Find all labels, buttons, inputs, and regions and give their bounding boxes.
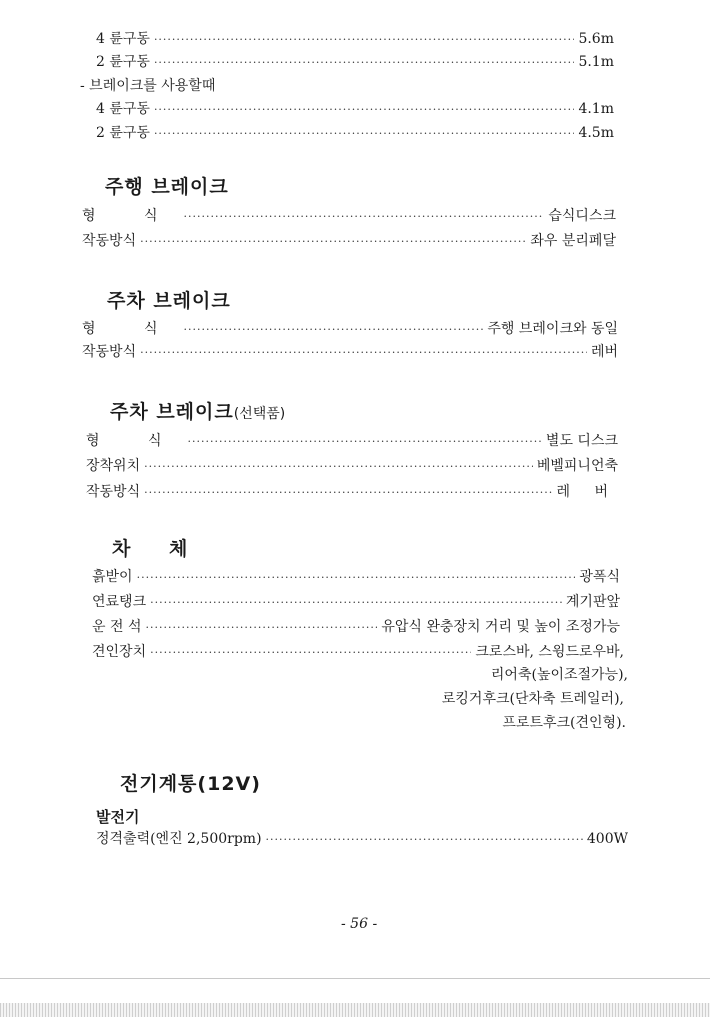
leader-dots <box>137 569 576 587</box>
leader-dots <box>154 125 575 143</box>
section-title-text: 주차 브레이크 <box>110 401 234 423</box>
leader-dots <box>140 344 587 362</box>
spec-row-parking-type <box>82 320 618 339</box>
spec-label: 형 식 <box>86 433 184 449</box>
spec-value: 4.1m <box>578 101 614 117</box>
spec-row-seat <box>92 618 620 637</box>
spec-row-2wd-distance <box>96 53 614 72</box>
spec-row-parking-operation <box>82 343 618 362</box>
spec-value: 습식디스크 <box>548 208 616 224</box>
spec-value: 좌우 분리페달 <box>530 233 616 249</box>
spec-label: 2 륜구동 <box>96 125 150 141</box>
section-title-service-brake: 주행 브레이크 <box>105 176 229 198</box>
spec-row-service-type <box>82 207 616 226</box>
section-title-body: 차 체 <box>112 538 189 560</box>
spec-row-4wd-distance <box>96 30 614 49</box>
brake-note: - 브레이크를 사용할때 <box>80 78 216 94</box>
leader-dots <box>150 644 471 662</box>
spec-label: 4 륜구동 <box>96 101 150 117</box>
spec-row-fuel-tank <box>92 593 620 612</box>
section-title-parking-brake-option <box>110 397 285 424</box>
spec-row-rated-output <box>96 830 628 849</box>
hitch-line-2: 리어축(높이조절가능), <box>490 667 628 683</box>
spec-row-service-operation <box>82 232 616 251</box>
leader-dots <box>184 321 484 339</box>
leader-dots <box>154 101 575 119</box>
scan-line <box>0 978 710 979</box>
spec-label: 견인장치 <box>92 644 147 660</box>
spec-row-hitch <box>92 643 624 662</box>
leader-dots <box>144 484 552 502</box>
spec-value: 별도 디스크 <box>545 433 618 449</box>
spec-label: 운 전 석 <box>92 619 142 635</box>
leader-dots <box>266 831 583 849</box>
spec-value: 5.6m <box>578 31 614 47</box>
leader-dots <box>154 54 575 72</box>
spec-label: 정격출력(엔진 2,500rpm) <box>96 831 262 847</box>
spec-row-4wd-brake <box>96 100 614 119</box>
leader-dots <box>184 208 545 226</box>
spec-value: 주행 브레이크와 동일 <box>487 321 618 337</box>
spec-value: 5.1m <box>578 54 614 70</box>
spec-row-option-operation <box>86 483 618 502</box>
spec-label: 작동방식 <box>82 344 137 360</box>
leader-dots <box>144 458 533 476</box>
spec-value: 레버 <box>590 344 618 360</box>
leader-dots <box>140 233 526 251</box>
spec-value: 유압식 완충장치 거리 및 높이 조정가능 <box>381 619 620 635</box>
spec-value: 광폭식 <box>579 569 620 585</box>
hitch-line-3: 로킹거후크(단차축 트레일러), <box>441 691 624 707</box>
leader-dots <box>145 619 377 637</box>
spec-value: 베벨피니언축 <box>536 458 618 474</box>
section-title-suffix: (선택품) <box>233 406 286 422</box>
spec-label: 장착위치 <box>86 458 141 474</box>
spec-value: 레 버 <box>556 484 618 500</box>
spec-row-2wd-brake <box>96 124 614 143</box>
spec-value: 400W <box>586 831 628 847</box>
spec-row-option-type <box>86 432 618 451</box>
spec-label: 4 륜구동 <box>96 31 150 47</box>
leader-dots <box>188 433 542 451</box>
spec-label: 흙받이 <box>92 569 133 585</box>
scan-edge <box>0 1003 710 1017</box>
page-number: - 56 - <box>341 916 378 932</box>
leader-dots <box>150 594 562 612</box>
spec-row-option-mount <box>86 457 618 476</box>
spec-value: 크로스바, 스윙드로우바, <box>475 644 624 660</box>
spec-value: 계기판앞 <box>565 594 620 610</box>
leader-dots <box>154 31 575 49</box>
section-title-electrical: 전기계통(12V) <box>120 773 261 795</box>
spec-label: 작동방식 <box>86 484 141 500</box>
spec-label: 작동방식 <box>82 233 137 249</box>
spec-label: 형 식 <box>82 208 180 224</box>
spec-label: 연료탱크 <box>92 594 147 610</box>
spec-value: 4.5m <box>578 125 614 141</box>
section-title-parking-brake: 주차 브레이크 <box>107 290 231 312</box>
hitch-line-4: 프로트후크(견인형). <box>502 715 626 731</box>
subsection-title-generator: 발전기 <box>96 808 140 826</box>
spec-row-fender <box>92 568 620 587</box>
spec-label: 형 식 <box>82 321 180 337</box>
spec-label: 2 륜구동 <box>96 54 150 70</box>
